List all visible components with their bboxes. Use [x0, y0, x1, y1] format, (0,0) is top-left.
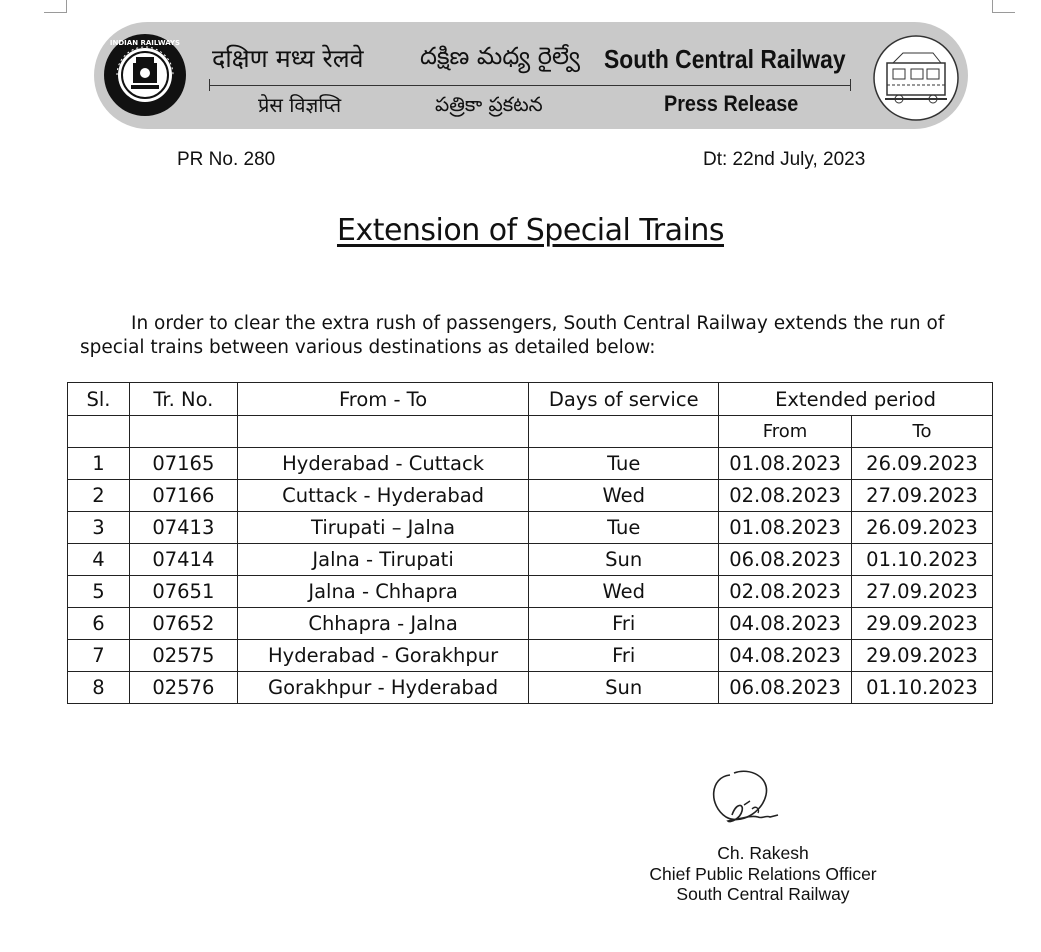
header-rule-tick-right	[850, 79, 851, 91]
cell-sl: 1	[68, 448, 130, 480]
subheader-empty	[68, 416, 130, 448]
cell-route: Hyderabad - Gorakhpur	[237, 640, 529, 672]
signatory-designation: Chief Public Relations Officer	[649, 864, 877, 884]
doc-type-english: Press Release	[664, 91, 799, 116]
emblem-text: INDIAN RAILWAYS	[109, 39, 181, 47]
cell-from-date: 04.08.2023	[719, 640, 852, 672]
cell-to-date: 29.09.2023	[852, 608, 993, 640]
cell-days: Sun	[529, 672, 719, 704]
doc-type-telugu: పత్రికా ప్రకటన	[435, 92, 543, 116]
cell-to-date: 01.10.2023	[852, 672, 993, 704]
table-row	[68, 544, 993, 576]
header-days: Days of service	[529, 383, 719, 416]
document-title: Extension of Special Trains	[336, 213, 724, 248]
subheader-empty	[129, 416, 237, 448]
cell-train-no: 07651	[129, 576, 237, 608]
crop-mark-left	[44, 0, 67, 13]
cell-to-date: 26.09.2023	[852, 448, 993, 480]
org-name-english: South Central Railway	[604, 44, 846, 74]
table-row	[68, 480, 993, 512]
header-sl: Sl.	[68, 383, 130, 416]
signatory-organization: South Central Railway	[676, 884, 850, 904]
cell-train-no: 07165	[129, 448, 237, 480]
org-name-telugu: దక్షిణ మధ్య రైల్వే	[420, 42, 580, 70]
cell-to-date: 27.09.2023	[852, 576, 993, 608]
header-from-to: From - To	[237, 383, 529, 416]
cell-train-no: 07652	[129, 608, 237, 640]
cell-route: Chhapra - Jalna	[237, 608, 529, 640]
indian-railways-emblem-icon	[103, 33, 187, 117]
cell-from-date: 02.08.2023	[719, 576, 852, 608]
cell-route: Tirupati – Jalna	[237, 512, 529, 544]
signatory-name: Ch. Rakesh	[717, 843, 809, 863]
cell-from-date: 04.08.2023	[719, 608, 852, 640]
header-extended-period: Extended period	[719, 383, 993, 416]
cell-sl: 3	[68, 512, 130, 544]
subheader-to: To	[852, 416, 993, 448]
cell-train-no: 07413	[129, 512, 237, 544]
cell-sl: 7	[68, 640, 130, 672]
cell-days: Wed	[529, 480, 719, 512]
cell-from-date: 06.08.2023	[719, 544, 852, 576]
cell-route: Hyderabad - Cuttack	[237, 448, 529, 480]
press-release-number: PR No. 280	[177, 149, 276, 170]
table-row	[68, 608, 993, 640]
cell-days: Fri	[529, 640, 719, 672]
table-row	[68, 672, 993, 704]
cell-days: Wed	[529, 576, 719, 608]
cell-sl: 4	[68, 544, 130, 576]
cell-sl: 6	[68, 608, 130, 640]
table-subheader-row	[68, 416, 993, 448]
signature-icon	[700, 765, 790, 835]
cell-sl: 2	[68, 480, 130, 512]
intro-text: In order to clear the extra rush of passengers, South Central Railway extends the run of special trains between various destinations as detailed below:	[80, 313, 945, 358]
header-train-no: Tr. No.	[129, 383, 237, 416]
cell-days: Fri	[529, 608, 719, 640]
cell-train-no: 07414	[129, 544, 237, 576]
subheader-empty	[237, 416, 529, 448]
cell-from-date: 01.08.2023	[719, 448, 852, 480]
crop-mark-right	[992, 0, 1015, 13]
cell-to-date: 26.09.2023	[852, 512, 993, 544]
cell-from-date: 02.08.2023	[719, 480, 852, 512]
cell-to-date: 01.10.2023	[852, 544, 993, 576]
intro-paragraph	[80, 312, 960, 360]
cell-days: Tue	[529, 512, 719, 544]
cell-sl: 8	[68, 672, 130, 704]
cell-from-date: 01.08.2023	[719, 512, 852, 544]
header-rule-tick-left	[209, 79, 210, 91]
table-row	[68, 448, 993, 480]
cell-from-date: 06.08.2023	[719, 672, 852, 704]
header-rule	[209, 85, 851, 86]
cell-sl: 5	[68, 576, 130, 608]
table-header-row	[68, 383, 993, 416]
cell-train-no: 02575	[129, 640, 237, 672]
cell-to-date: 27.09.2023	[852, 480, 993, 512]
cell-route: Cuttack - Hyderabad	[237, 480, 529, 512]
subheader-empty	[529, 416, 719, 448]
table-row	[68, 512, 993, 544]
cell-to-date: 29.09.2023	[852, 640, 993, 672]
subheader-from: From	[719, 416, 852, 448]
cell-route: Jalna - Chhapra	[237, 576, 529, 608]
cell-days: Sun	[529, 544, 719, 576]
cell-route: Gorakhpur - Hyderabad	[237, 672, 529, 704]
cell-train-no: 07166	[129, 480, 237, 512]
cell-days: Tue	[529, 448, 719, 480]
special-trains-table	[67, 382, 993, 704]
table-row	[68, 640, 993, 672]
doc-type-hindi: प्रेस विज्ञप्ति	[258, 93, 342, 117]
org-name-hindi: दक्षिण मध्य रेलवे	[212, 44, 364, 73]
press-release-date: Dt: 22nd July, 2023	[703, 149, 866, 170]
cell-train-no: 02576	[129, 672, 237, 704]
table-row	[68, 576, 993, 608]
locomotive-icon	[873, 35, 959, 121]
cell-route: Jalna - Tirupati	[237, 544, 529, 576]
